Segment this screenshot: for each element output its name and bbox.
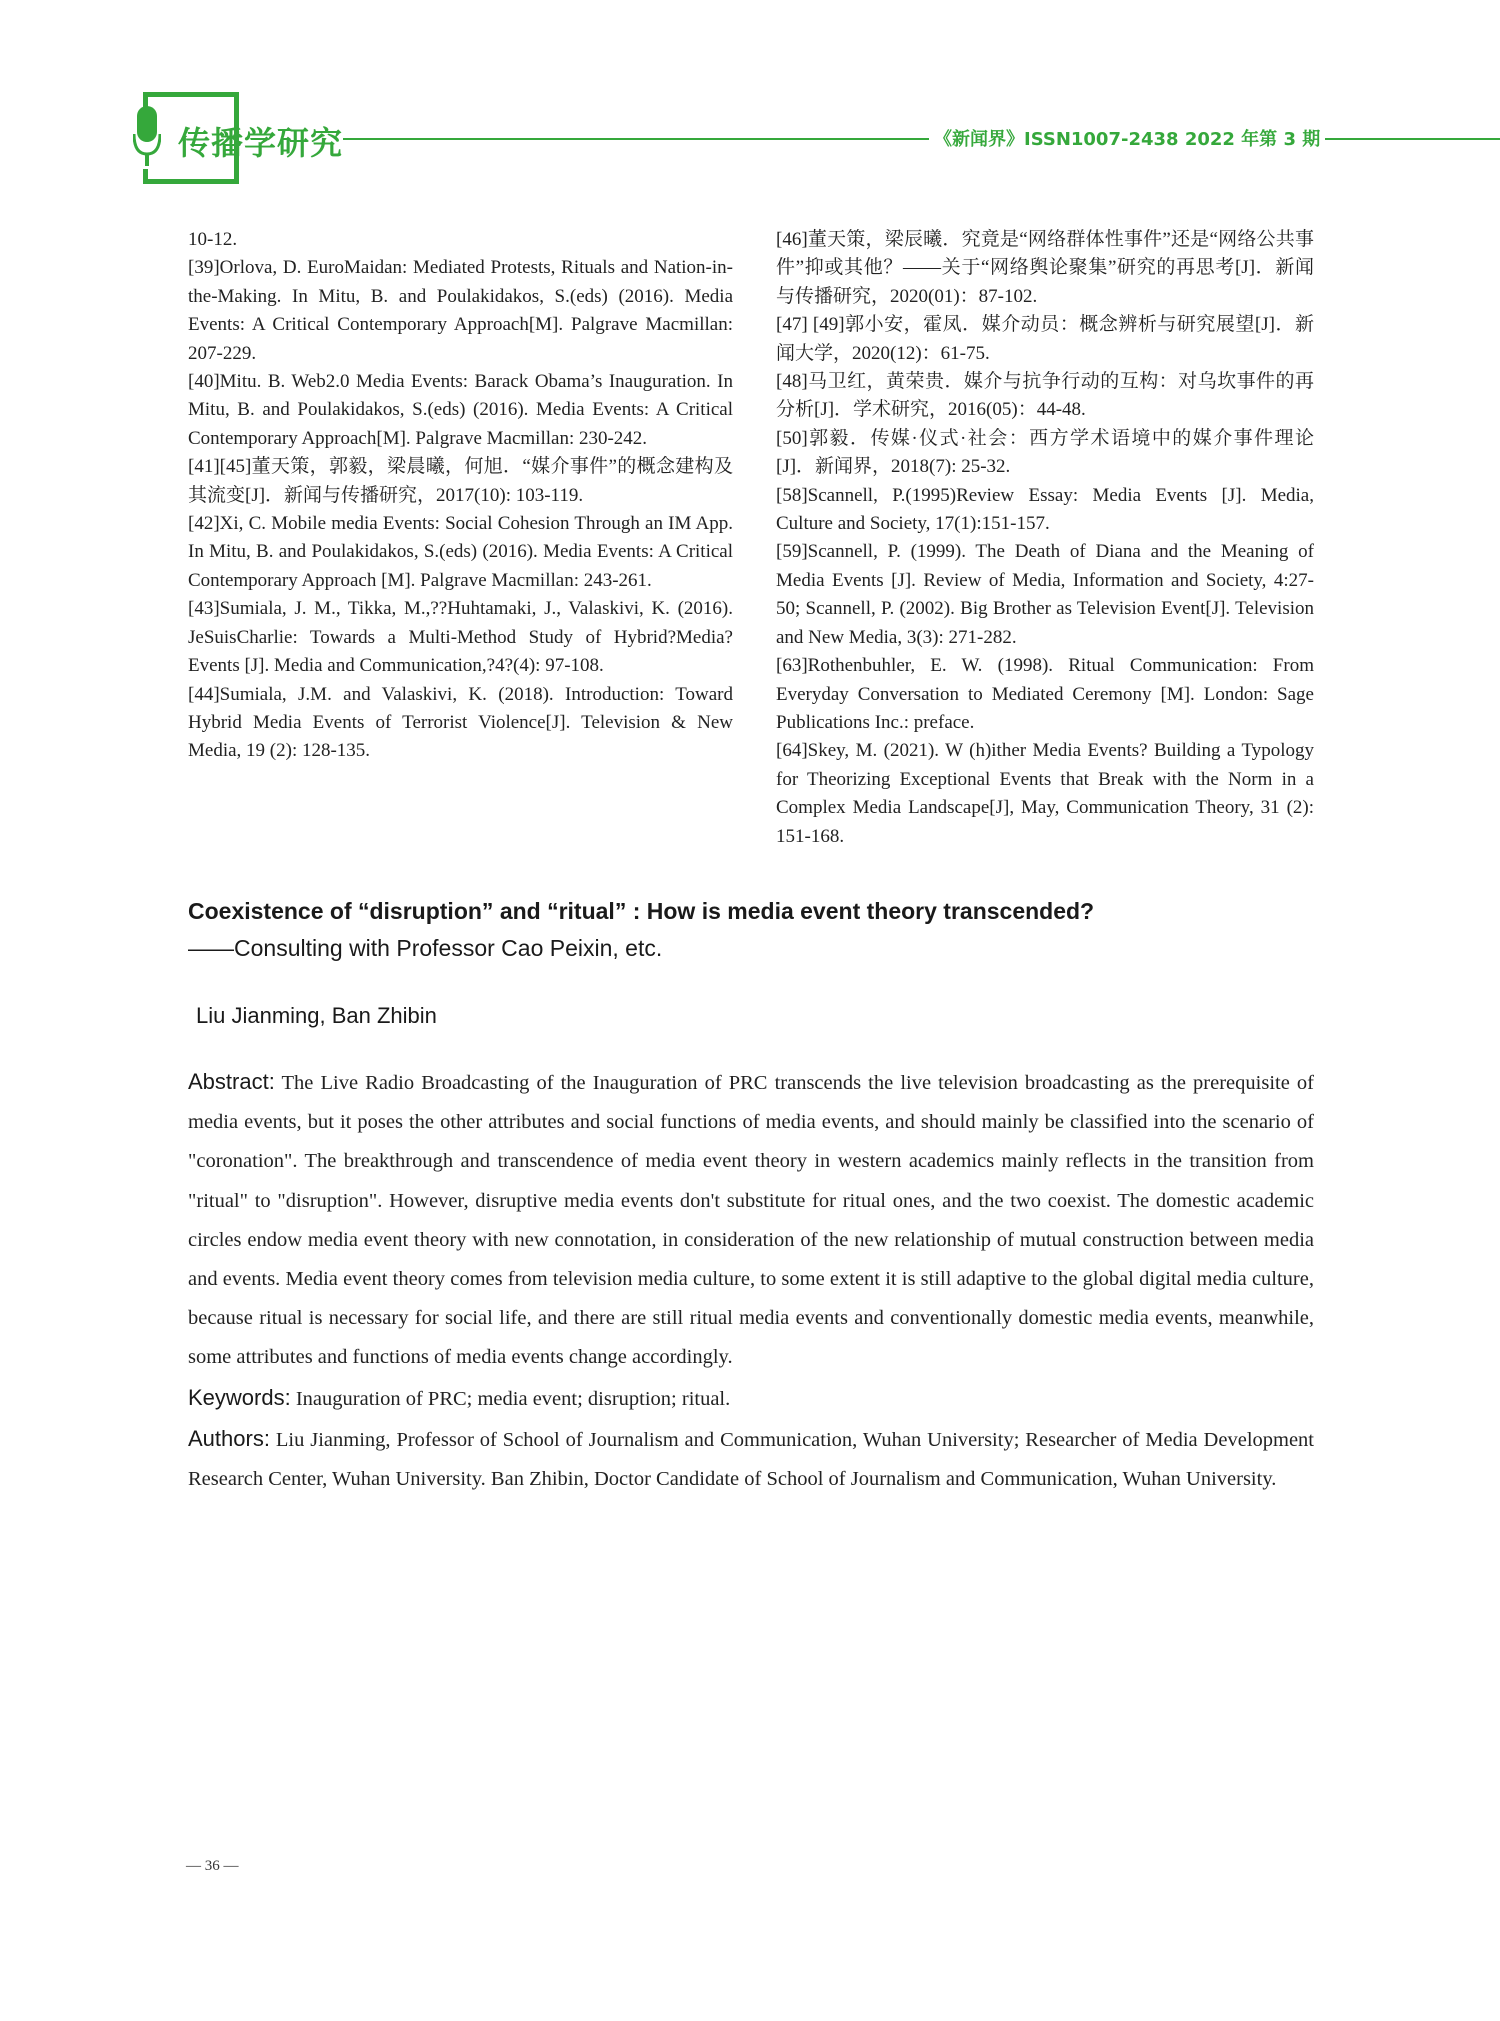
english-title-block [188,898,1318,962]
references-left-column [188,226,733,766]
keywords-paragraph [188,1378,1314,1419]
reference-item: [48]马卫红，黄荣贵．媒介与抗争行动的互构：对乌坎事件的再分析[J]．学术研究，2016(05)：44-48. [776,371,1314,421]
article-subtitle: ——Consulting with Professor Cao Peixin, etc. [188,935,663,961]
abstract-paragraph [188,1062,1314,1378]
author-names: Liu Jianming, Ban Zhibin [196,1003,437,1028]
reference-item: [50]郭毅．传媒·仪式·社会：西方学术语境中的媒介事件理论[J]．新闻界，2018(7): 25-32. [776,427,1314,478]
article-title: Coexistence of “disruption” and “ritual” : How is media event theory transcended? [188,898,1095,924]
abstract-label: Abstract: [188,1069,275,1094]
reference-item: [44]Sumiala, J.M. and Valaskivi, K. (2018). Introduction: Toward Hybrid Media Events of Terrorist Violence[J]. Television & New Media, 19 (2): 128-135. [188,683,733,762]
keywords-label: Keywords: [188,1384,291,1410]
abstract-text: The Live Radio Broadcasting of the Inauguration of PRC transcends the live television broadcasting as the prerequisite of media events, but it poses the other attributes and social functions of media events, and should mainly be classified into the scenario of "coronation". The breakthrough and transcendence of media event theory in western academics mainly reflects in the transition from "ritual" to "disruption". However, disruptive media events don't substitute for ritual ones, and the two coexist. The domestic academic circles endow media event theory with new connotation, in consideration of the new relationship of mutual construction between media and events. Media event theory comes from television media culture, to some extent it is still adaptive to the global digital media culture, because ritual is necessary for social life, and there are still ritual media events and conventionally domestic media events, meanwhile, some attributes and functions of media events change accordingly. [188,1072,1314,1369]
abstract-block [188,1062,1314,1499]
authors-paragraph [188,1419,1314,1499]
reference-item: [64]Skey, M. (2021). W (h)ither Media Events? Building a Typology for Theorizing Exceptional Events that Break with the Norm in a Complex Media Landscape[J], May, Communication Theory, 31 (2): 151-168. [776,740,1314,847]
reference-item: [40]Mitu. B. Web2.0 Media Events: Barack Obama’s Inauguration. In Mitu, B. and Poulakidakos, S.(eds) (2016). Media Events: A Critical Contemporary Approach[M]. Palgrave Macmillan: 230-242. [188,371,733,449]
reference-item: [63]Rothenbuhler, E. W. (1998). Ritual Communication: From Everyday Conversation to Mediated Ceremony [M]. London: Sage Publications Inc.: preface. [776,655,1314,733]
header-rule-right [1325,138,1500,140]
journal-info: 《新闻界》ISSN1007-2438 2022 年第 3 期 [934,129,1321,150]
authors-info-text: Liu Jianming, Professor of School of Journalism and Communication, Wuhan University; Researcher of Media Development Research Center, Wuhan University. Ban Zhibin, Doctor Candidate of School of Journalism and Communication, Wuhan University. [188,1428,1314,1491]
reference-item: [46]董天策，梁辰曦．究竟是“网络群体性事件”还是“网络公共事件”抑或其他？——关于“网络舆论聚集”研究的再思考[J]．新闻与传播研究，2020(01)：87-102. [776,229,1314,307]
reference-item: [43]Sumiala, J. M., Tikka, M.,??Huhtamaki, J., Valaskivi, K. (2016). JeSuisCharlie: Towards a Multi-Method Study of Hybrid?Media?Events [J]. Media and Communication,?4?(4): 97-108. [188,598,733,677]
reference-item: [58]Scannell, P.(1995)Review Essay: Media Events [J]. Media, Culture and Society, 17(1):151-157. [776,484,1314,535]
reference-item: 10-12. [188,229,238,250]
authors-label: Authors: [188,1425,270,1451]
references-right-column [776,226,1314,851]
reference-item: [47] [49]郭小安，霍凤．媒介动员：概念辨析与研究展望[J]．新闻大学，2020(12)：61-75. [776,314,1314,364]
reference-item: [59]Scannell, P. (1999). The Death of Diana and the Meaning of Media Events [J]. Review of Media, Information and Society, 4:27-50; Scannell, P. (2002). Big Brother as Television Event[J]. Television and New Media, 3(3): 271-282. [776,541,1314,648]
page-header [0,0,1500,200]
microphone-icon [133,104,161,170]
reference-item: [41][45]董天策，郭毅，梁晨曦，何旭．“媒介事件”的概念建构及其流变[J]．新闻与传播研究，2017(10): 103-119. [188,456,733,506]
section-logo-text: 传播学研究 [178,124,344,162]
keywords-text: Inauguration of PRC; media event; disruption; ritual. [295,1387,731,1410]
reference-item: [42]Xi, C. Mobile media Events: Social Cohesion Through an IM App. In Mitu, B. and Poulakidakos, S.(eds) (2016). Media Events: A Critical Contemporary Approach [M]. Palgrave Macmillan: 243-261. [188,513,733,591]
page-number: — 36 — [186,1858,239,1874]
header-rule-left [343,138,929,140]
reference-item: [39]Orlova, D. EuroMaidan: Mediated Protests, Rituals and Nation-in-the-Making. In Mitu, B. and Poulakidakos, S.(eds) (2016). Media Events: A Critical Contemporary Approach[M]. Palgrave Macmillan: 207-229. [188,257,733,364]
